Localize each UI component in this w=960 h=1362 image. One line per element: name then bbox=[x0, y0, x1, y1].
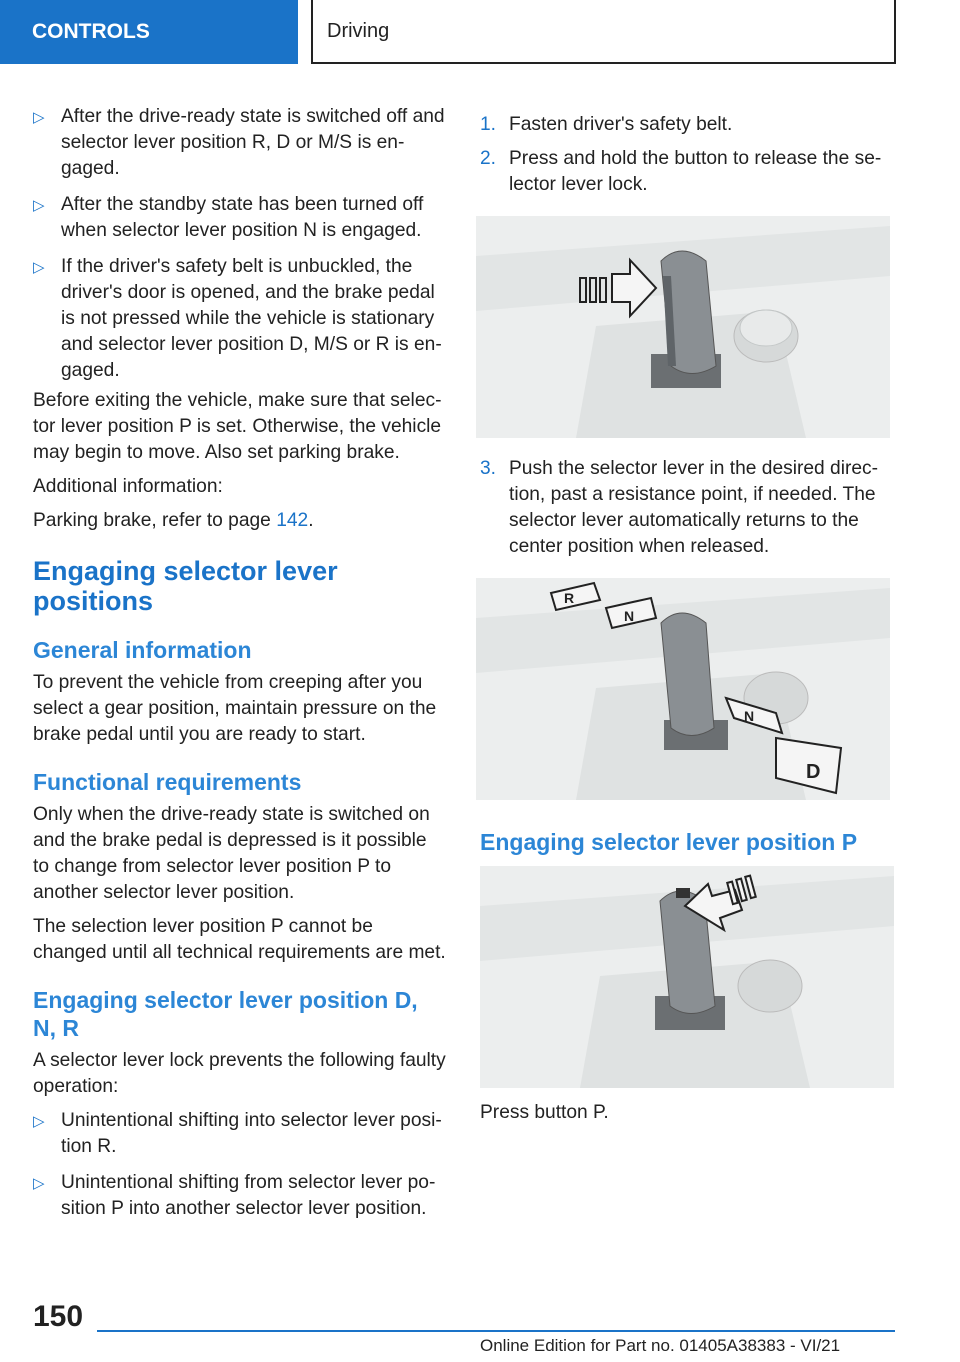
step-text: Fasten driver's safety belt. bbox=[509, 114, 733, 135]
page-number: 150 bbox=[33, 1300, 84, 1333]
paragraph-press-p: Press button P. bbox=[480, 1102, 609, 1123]
right-column bbox=[480, 112, 894, 1134]
paragraph-functional-2: The selection lever position P cannot be changed until all technical requirements are met. bbox=[33, 916, 446, 963]
paragraph-lock: A selector lever lock prevents the following faulty operation: bbox=[33, 1050, 446, 1097]
paragraph-additional: Additional information: bbox=[33, 476, 223, 497]
section-tab bbox=[311, 0, 896, 64]
selector-lever-directions-illustration bbox=[476, 578, 890, 800]
list-item bbox=[33, 254, 447, 384]
list-item-text: If the driver's safety belt is unbuckled, the driver's door is opened, and the brake pedal is not pressed while the vehicle is stationary and selector lever position D, M/S or R is engaged. bbox=[61, 256, 442, 381]
step-item bbox=[480, 112, 894, 138]
page-link[interactable]: 142 bbox=[276, 510, 309, 531]
step-item bbox=[480, 146, 894, 198]
edition-note: Online Edition for Part no. 01405A38383 - VI/21 bbox=[480, 1336, 841, 1355]
step-item bbox=[480, 456, 894, 560]
arrow-label-n-up: N bbox=[624, 608, 635, 624]
list-item-text: After the drive-ready state is switched off and selector lever position R, D or M/S is engaged. bbox=[61, 106, 445, 179]
list-item bbox=[33, 192, 447, 244]
heading-functional: Functional requirements bbox=[33, 769, 302, 795]
list-item bbox=[33, 104, 447, 182]
arrow-label-n-down: N bbox=[744, 708, 755, 724]
step-number: 3. bbox=[480, 458, 497, 479]
paragraph-exit: Before exiting the vehicle, make sure that selector lever position P is set. Otherwise, the vehicle may begin to move. Also set parking brake. bbox=[33, 390, 442, 463]
triangle-bullet-icon: ▷ bbox=[33, 197, 45, 214]
triangle-bullet-icon: ▷ bbox=[33, 1113, 45, 1130]
list-item-text: Unintentional shifting into selector lever position R. bbox=[61, 1110, 442, 1157]
list-item-text: After the standby state has been turned off when selector lever position N is engaged. bbox=[61, 194, 424, 241]
paragraph-general: To prevent the vehicle from creeping after you select a gear position, maintain pressure on the brake pedal until you are ready to start. bbox=[33, 672, 437, 745]
step-number: 2. bbox=[480, 148, 497, 169]
triangle-bullet-icon: ▷ bbox=[33, 109, 45, 126]
parking-prefix: Parking brake, refer to page bbox=[33, 510, 277, 531]
list-item bbox=[33, 1108, 447, 1160]
selector-lever-release-illustration bbox=[476, 216, 890, 438]
heading-general: General information bbox=[33, 637, 252, 663]
heading-dnr: Engaging selector lever position D, N, R bbox=[33, 987, 418, 1041]
step-number: 1. bbox=[480, 114, 497, 135]
section-title: Driving bbox=[327, 19, 390, 42]
left-column bbox=[33, 104, 447, 1232]
chapter-title: CONTROLS bbox=[32, 20, 150, 43]
button-p-illustration bbox=[480, 866, 894, 1088]
step-text: Push the selector lever in the desired direction, past a resistance point, if needed. The selector lever automatically returns to the center position when released. bbox=[509, 458, 879, 557]
triangle-bullet-icon: ▷ bbox=[33, 259, 45, 276]
footer-divider bbox=[97, 1330, 895, 1332]
parking-suffix: . bbox=[308, 510, 314, 531]
arrow-label-d: D bbox=[806, 761, 821, 783]
paragraph-parking bbox=[33, 508, 447, 534]
list-item-text: Unintentional shifting from selector lever position P into another selector lever position. bbox=[61, 1172, 436, 1219]
step-text: Press and hold the button to release the selector lever lock. bbox=[509, 148, 882, 195]
paragraph-functional-1: Only when the drive-ready state is switched on and the brake pedal is depressed is it possible to change from selector lever position P to another selector lever position. bbox=[33, 804, 430, 903]
chapter-tab bbox=[0, 0, 298, 64]
arrow-label-r: R bbox=[564, 590, 575, 606]
heading-position-p: Engaging selector lever position P bbox=[480, 829, 858, 855]
triangle-bullet-icon: ▷ bbox=[33, 1175, 45, 1192]
list-item bbox=[33, 1170, 447, 1222]
heading-engaging: Engaging selector lever positions bbox=[33, 556, 338, 616]
